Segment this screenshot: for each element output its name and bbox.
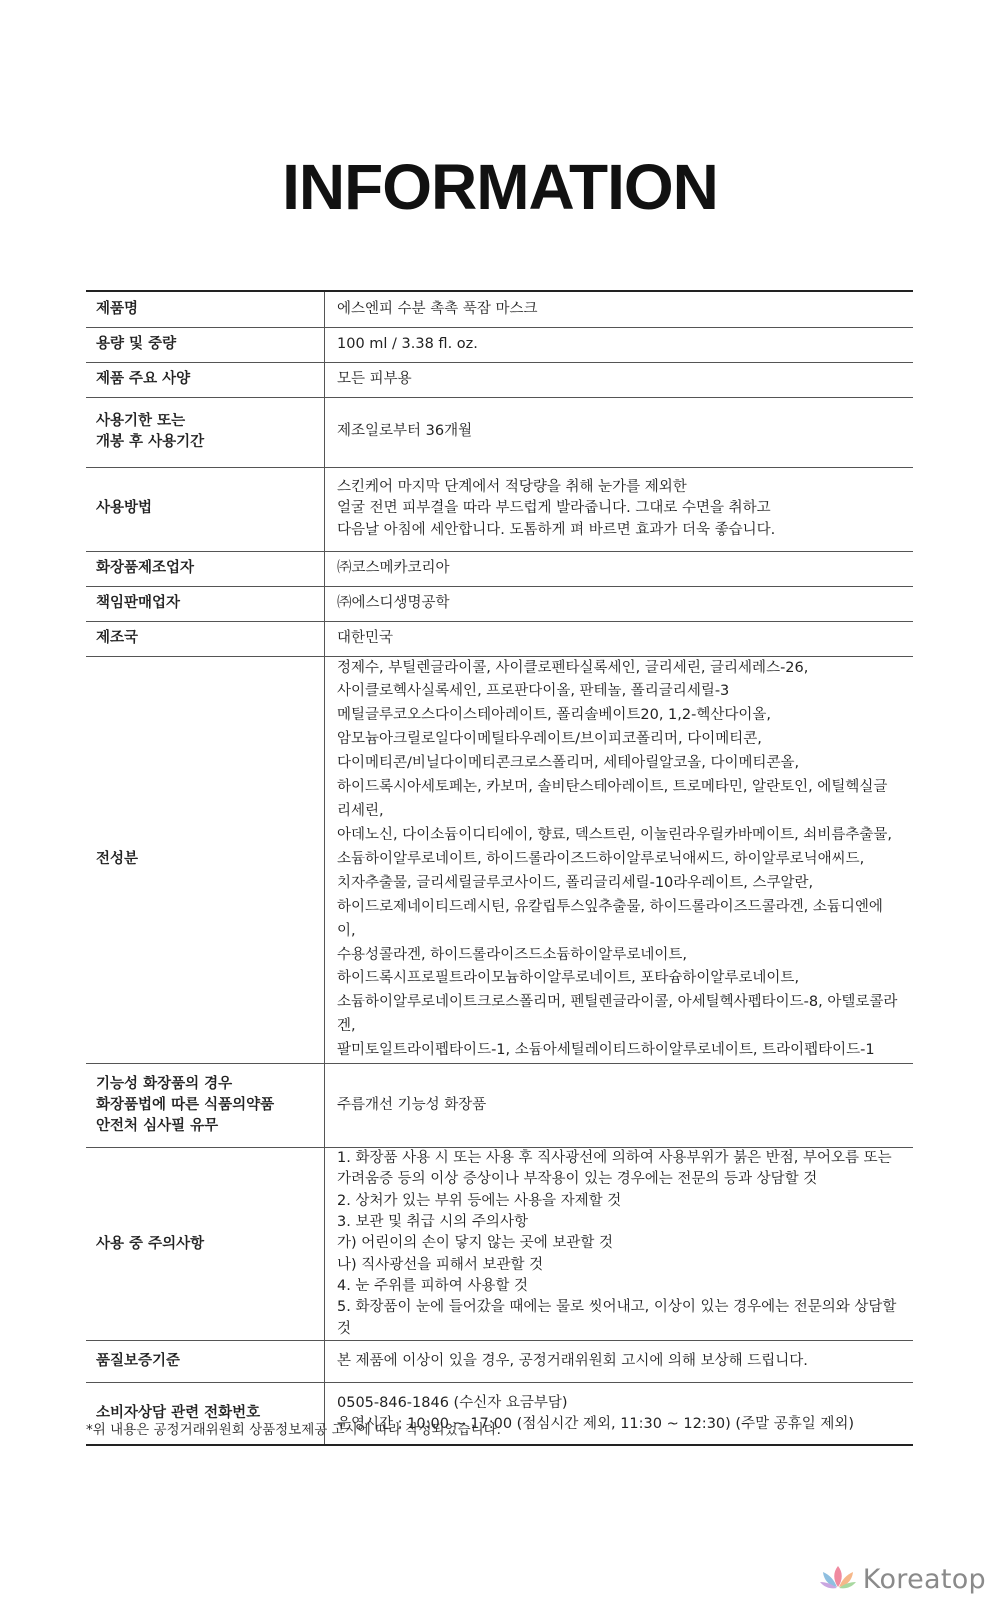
- lotus-icon: [819, 1562, 857, 1596]
- row-label-precautions: 사용 중 주의사항: [86, 1148, 325, 1341]
- table-row: [86, 327, 913, 362]
- table-row: [86, 1340, 913, 1382]
- row-value-manufacturer: ㈜코스메카코리아: [325, 551, 914, 586]
- table-row: [86, 1148, 913, 1341]
- row-label-main-spec: 제품 주요 사양: [86, 362, 325, 397]
- row-value-quality-guarantee: 본 제품에 이상이 있을 경우, 공정거래위원회 고시에 의해 보상해 드립니다.: [325, 1340, 914, 1382]
- table-row: [86, 397, 913, 467]
- row-label-ingredients: 전성분: [86, 656, 325, 1064]
- row-value-functional-cosmetics: 주름개선 기능성 화장품: [325, 1064, 914, 1148]
- row-label-volume: 용량 및 중량: [86, 327, 325, 362]
- footnote: *위 내용은 공정거래위원회 상품정보제공 고시에 따라 작성되었습니다.: [86, 1422, 501, 1438]
- table-row: [86, 291, 913, 327]
- row-label-functional-cosmetics: 기능성 화장품의 경우 화장품법에 따른 식품의약품 안전처 심사필 유무: [86, 1064, 325, 1148]
- table-row: [86, 551, 913, 586]
- table-row: [86, 1064, 913, 1148]
- brand-logo: [819, 1562, 986, 1596]
- row-label-usage: 사용방법: [86, 467, 325, 551]
- row-label-quality-guarantee: 품질보증기준: [86, 1340, 325, 1382]
- row-value-volume: 100 ml / 3.38 fl. oz.: [325, 327, 914, 362]
- table-row: [86, 467, 913, 551]
- table-row: [86, 656, 913, 1064]
- row-value-expiry: 제조일로부터 36개월: [325, 397, 914, 467]
- row-label-consumer-phone: 소비자상담 관련 전화번호: [86, 1382, 325, 1445]
- table-row: [86, 586, 913, 621]
- row-value-seller: ㈜에스디생명공학: [325, 586, 914, 621]
- product-info-table: [86, 290, 913, 1446]
- row-label-product-name: 제품명: [86, 291, 325, 327]
- table-row: [86, 362, 913, 397]
- row-label-manufacturer: 화장품제조업자: [86, 551, 325, 586]
- row-value-usage: 스킨케어 마지막 단계에서 적당량을 취해 눈가를 제외한 얼굴 전면 피부결을 따라 부드럽게 발라줍니다. 그대로 수면을 취하고 다음날 아침에 세안합니다. 도톰하게 펴 바르면 효과가 더욱 좋습니다.: [325, 467, 914, 551]
- row-value-country: 대한민국: [325, 621, 914, 656]
- row-label-seller: 책임판매업자: [86, 586, 325, 621]
- row-value-main-spec: 모든 피부용: [325, 362, 914, 397]
- row-value-precautions: 1. 화장품 사용 시 또는 사용 후 직사광선에 의하여 사용부위가 붉은 반점, 부어오름 또는 가려움증 등의 이상 증상이나 부작용이 있는 경우에는 전문의 등과 상담할 것 2. 상처가 있는 부위 등에는 사용을 자제할 것 3. 보관 및 취급 시의 주의사항 가) 어린이의 손이 닿지 않는 곳에 보관할 것 나) 직사광선을 피해서 보관할 것 4. 눈 주위를 피하여 사용할 것 5. 화장품이 눈에 들어갔을 때에는 물로 씻어내고, 이상이 있는 경우에는 전문의와 상담할 것: [325, 1148, 914, 1341]
- brand-name: Koreatop: [862, 1563, 986, 1595]
- row-value-consumer-phone: 0505-846-1846 (수신자 요금부담) 운영시간 : 10:00 ~ 17:00 (점심시간 제외, 11:30 ~ 12:30) (주말 공휴일 제외): [325, 1382, 914, 1445]
- row-value-ingredients: 정제수, 부틸렌글라이콜, 사이클로펜타실록세인, 글리세린, 글리세레스-26, 사이클로헥사실록세인, 프로판다이올, 판테놀, 폴리글리세릴-3 메틸글루코오스다이스테아레이트, 폴리솔베이트20, 1,2-헥산다이올, 암모늄아크릴로일다이메틸타우레이트/브이피코폴리머, 다이메티콘, 다이메티콘/비닐다이메티콘크로스폴리머, 세테아릴알코올, 다이메티콘올, 하이드록시아세토페논, 카보머, 솔비탄스테아레이트, 트로메타민, 알란토인, 에틸헥실글리세린, 아데노신, 다이소듐이디티에이, 향료, 덱스트린, 이눌린라우릴카바메이트, 쇠비름추출물, 소듐하이알루로네이트, 하이드롤라이즈드하이알루로닉애씨드, 하이알루로닉애씨드, 치자추출물, 글리세릴글루코사이드, 폴리글리세릴-10라우레이트, 스쿠알란, 하이드로제네이티드레시틴, 유칼립투스잎추출물, 하이드롤라이즈드콜라겐, 소듐디엔에이, 수용성콜라겐, 하이드롤라이즈드소듐하이알루로네이트, 하이드록시프로필트라이모늄하이알루로네이트, 포타슘하이알루로네이트, 소듐하이알루로네이트크로스폴리머, 펜틸렌글라이콜, 아세틸헥사펩타이드-8, 아텔로콜라겐, 팔미토일트라이펩타이드-1, 소듐아세틸레이티드하이알루로네이트, 트라이펩타이드-1: [325, 656, 914, 1064]
- table-row: [86, 621, 913, 656]
- row-value-product-name: 에스엔피 수분 촉촉 푹잠 마스크: [337, 300, 538, 317]
- page-title: INFORMATION: [282, 151, 718, 223]
- row-label-country: 제조국: [86, 621, 325, 656]
- row-label-expiry: 사용기한 또는 개봉 후 사용기간: [86, 397, 325, 467]
